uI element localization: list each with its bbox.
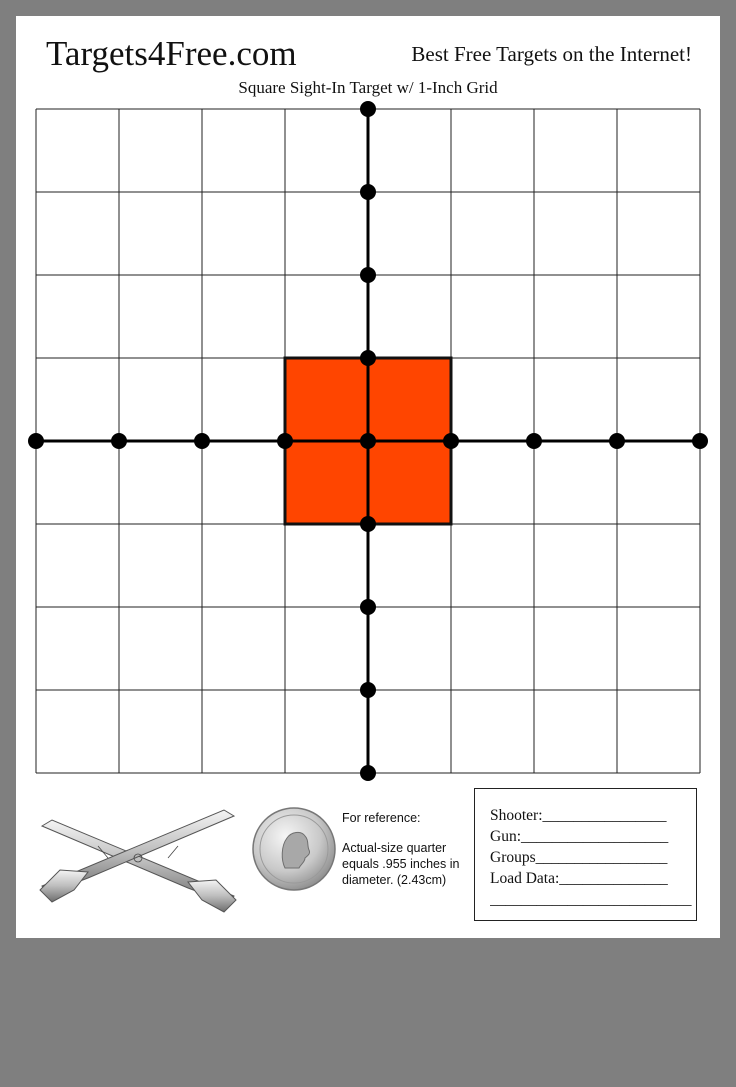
crosshair-dot (111, 433, 127, 449)
crosshair-dot (194, 433, 210, 449)
groups-field: Groups_________________ (490, 849, 668, 866)
crosshair-dot (360, 184, 376, 200)
crosshair-dot (692, 433, 708, 449)
target-sheet (16, 16, 720, 938)
gun-field: Gun:___________________ (490, 828, 669, 845)
crosshair-dot (360, 101, 376, 117)
brand-title: Targets4Free.com (46, 34, 297, 73)
blank-field: __________________________ (490, 891, 692, 908)
tagline: Best Free Targets on the Internet! (411, 42, 692, 66)
reference-note (342, 810, 482, 888)
crosshair-dot (360, 433, 376, 449)
sight-in-target (16, 16, 720, 796)
crosshair-dot (360, 350, 376, 366)
shooter-field: Shooter:________________ (490, 807, 667, 824)
quarter-coin-icon (251, 806, 337, 892)
crosshair-dot (443, 433, 459, 449)
crosshair-dot (277, 433, 293, 449)
reference-heading: For reference: (342, 811, 421, 825)
shooter-log-box (474, 788, 697, 921)
crosshair-dot (360, 765, 376, 781)
crosshair-dot (28, 433, 44, 449)
crosshair-dot (360, 599, 376, 615)
target-subtitle: Square Sight-In Target w/ 1-Inch Grid (238, 78, 498, 97)
crosshair-dot (360, 267, 376, 283)
reference-body: Actual-size quarter equals .955 inches in diameter. (2.43cm) (342, 841, 460, 887)
crosshair-dot (360, 682, 376, 698)
crosshair-dot (526, 433, 542, 449)
crosshair-dot (609, 433, 625, 449)
crossed-rifles-icon (38, 796, 238, 916)
crosshair-dot (360, 516, 376, 532)
load-data-field: Load Data:______________ (490, 870, 668, 887)
